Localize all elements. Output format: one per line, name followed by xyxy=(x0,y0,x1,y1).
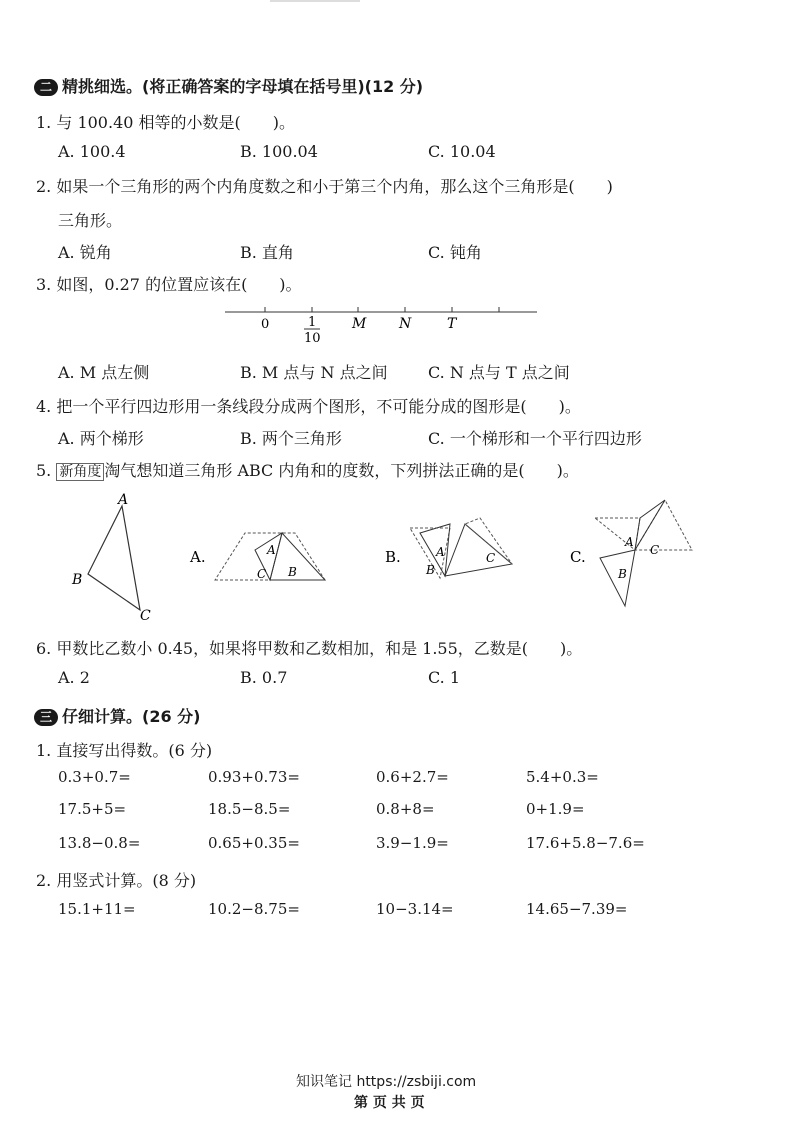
q3-option-b: B. M 点与 N 点之间 xyxy=(240,363,388,382)
q4-option-b: B. 两个三角形 xyxy=(240,429,342,448)
page-number: 第 页 共 页 xyxy=(354,1095,425,1111)
q3-option-c: C. N 点与 T 点之间 xyxy=(428,363,570,382)
figure-option-b-label: B. xyxy=(385,548,401,566)
question-5-text: 淘气想知道三角形 ABC 内角和的度数，下列拼法正确的是( )。 xyxy=(104,461,579,480)
label-10: 10 xyxy=(304,331,321,346)
question-2-stem: 2. 如果一个三角形的两个内角度数之和小于第三个内角，那么这个三角形是( ) xyxy=(36,177,613,196)
q6-option-c: C. 1 xyxy=(428,668,461,687)
label-0: 0 xyxy=(261,317,270,332)
question-5-stem: 5. 新角度 淘气想知道三角形 ABC 内角和的度数，下列拼法正确的是( )。 xyxy=(36,461,579,480)
triangle-abc xyxy=(88,506,140,610)
vertical-calc-4: 14.65−7.39= xyxy=(526,900,628,918)
section-number-badge: 三 xyxy=(34,709,58,726)
option-c-dashed-2 xyxy=(635,500,692,550)
q6-option-b: B. 0.7 xyxy=(240,668,288,687)
calc-r3c1: 13.8−0.8= xyxy=(58,834,141,852)
svg-text:B: B xyxy=(288,565,297,579)
section-2-header xyxy=(34,74,423,97)
label-m: M xyxy=(352,316,367,332)
q4-option-c: C. 一个梯形和一个平行四边形 xyxy=(428,429,642,448)
q2-option-a: A. 锐角 xyxy=(58,243,112,262)
question-1-stem: 1. 与 100.40 相等的小数是( )。 xyxy=(36,113,295,132)
svg-text:B: B xyxy=(426,563,435,577)
scan-artifact xyxy=(270,0,360,2)
question-2-stem-cont: 三角形。 xyxy=(58,211,123,230)
svg-text:A: A xyxy=(267,543,276,557)
label-1: 1 xyxy=(308,315,317,330)
q1-option-c: C. 10.04 xyxy=(428,142,496,161)
calc-r1c3: 0.6+2.7= xyxy=(376,768,449,786)
section-2-title: 精挑细选。(将正确答案的字母填在括号里)(12 分) xyxy=(62,77,424,96)
calc-r1c2: 0.93+0.73= xyxy=(208,768,300,786)
calc-r2c4: 0+1.9= xyxy=(526,800,585,818)
svg-text:C: C xyxy=(650,543,660,557)
q3-option-a: A. M 点左侧 xyxy=(58,363,150,382)
calc-r3c2: 0.65+0.35= xyxy=(208,834,300,852)
option-a-triangle xyxy=(270,533,325,580)
svg-text:C: C xyxy=(257,567,267,581)
calc-r3c4: 17.6+5.8−7.6= xyxy=(526,834,645,852)
section-3-header xyxy=(34,704,200,727)
part-2-title: 2. 用竖式计算。(8 分) xyxy=(36,871,197,890)
vertex-b-label: B xyxy=(72,572,83,588)
part-1-title: 1. 直接写出得数。(6 分) xyxy=(36,741,213,760)
triangle-figures xyxy=(60,488,710,628)
calc-r1c4: 5.4+0.3= xyxy=(526,768,599,786)
q6-option-a: A. 2 xyxy=(58,668,90,687)
vertical-calc-1: 15.1+11= xyxy=(58,900,136,918)
number-line-figure xyxy=(225,300,545,348)
q2-option-b: B. 直角 xyxy=(240,243,294,262)
calc-r1c1: 0.3+0.7= xyxy=(58,768,131,786)
option-b-triangle-2 xyxy=(445,524,512,576)
q1-option-a: A. 100.4 xyxy=(58,142,126,161)
calc-r3c3: 3.9−1.9= xyxy=(376,834,449,852)
watermark: 知识笔记 https://zsbiji.com xyxy=(296,1074,477,1090)
q4-option-a: A. 两个梯形 xyxy=(58,429,144,448)
q1-option-b: B. 100.04 xyxy=(240,142,318,161)
question-3-stem: 3. 如图，0.27 的位置应该在( )。 xyxy=(36,275,302,294)
calc-r2c2: 18.5−8.5= xyxy=(208,800,291,818)
vertical-calc-2: 10.2−8.75= xyxy=(208,900,300,918)
figure-option-a-label: A. xyxy=(190,548,206,566)
question-6-stem: 6. 甲数比乙数小 0.45，如果将甲数和乙数相加，和是 1.55，乙数是( )。 xyxy=(36,639,583,658)
svg-text:A: A xyxy=(436,545,445,559)
calc-r2c3: 0.8+8= xyxy=(376,800,435,818)
section-3-title: 仔细计算。(26 分) xyxy=(62,707,201,726)
label-n: N xyxy=(399,316,412,332)
vertical-calc-3: 10−3.14= xyxy=(376,900,454,918)
figure-option-c-label: C. xyxy=(570,548,586,566)
svg-text:C: C xyxy=(486,551,496,565)
label-t: T xyxy=(447,316,457,332)
new-angle-tag: 新角度 xyxy=(56,463,104,481)
vertex-a-label: A xyxy=(118,492,129,508)
q2-option-c: C. 钝角 xyxy=(428,243,482,262)
svg-text:B: B xyxy=(618,567,627,581)
section-number-badge: 二 xyxy=(34,79,58,96)
calc-r2c1: 17.5+5= xyxy=(58,800,127,818)
vertex-c-label: C xyxy=(140,608,151,624)
svg-text:A: A xyxy=(625,535,634,549)
question-4-stem: 4. 把一个平行四边形用一条线段分成两个图形，不可能分成的图形是( )。 xyxy=(36,397,581,416)
